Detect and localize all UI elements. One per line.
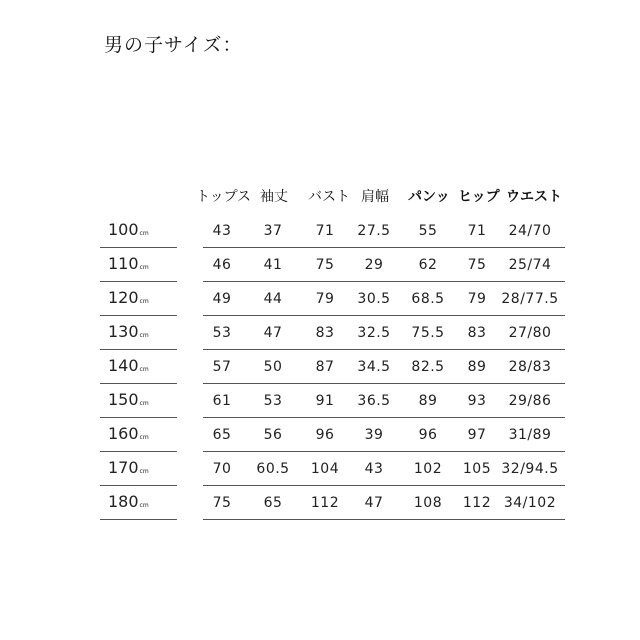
- cell-tops: 43: [212, 223, 232, 239]
- cell-waist: 34/102: [503, 495, 557, 511]
- table-row: [0, 282, 640, 316]
- cell-hip: 112: [462, 495, 492, 511]
- size-label: [108, 288, 149, 307]
- cell-hip: 93: [467, 393, 487, 409]
- cell-hip: 105: [462, 461, 492, 477]
- size-value: 170: [108, 458, 139, 477]
- table-row: [0, 486, 640, 520]
- cell-sleeve-length: 44: [263, 291, 283, 307]
- cell-pants: 55: [418, 223, 438, 239]
- cell-waist: 27/80: [508, 325, 552, 341]
- header-hip: ヒップ: [458, 189, 500, 205]
- cell-pants: 96: [418, 427, 438, 443]
- cell-sleeve-length: 65: [263, 495, 283, 511]
- cell-pants: 75.5: [411, 325, 445, 341]
- table-row: [0, 214, 640, 248]
- size-label: [108, 424, 149, 443]
- cell-sleeve-length: 47: [263, 325, 283, 341]
- cell-shoulder-width: 34.5: [357, 359, 391, 375]
- cell-hip: 79: [467, 291, 487, 307]
- size-value: 160: [108, 424, 139, 443]
- size-value: 150: [108, 390, 139, 409]
- size-unit: cm: [139, 502, 149, 509]
- cell-hip: 97: [467, 427, 487, 443]
- cell-sleeve-length: 41: [263, 257, 283, 273]
- cell-shoulder-width: 32.5: [357, 325, 391, 341]
- cell-tops: 46: [212, 257, 232, 273]
- cell-pants: 82.5: [411, 359, 445, 375]
- page-title: 男の子サイズ：: [104, 34, 243, 56]
- header-waist: ウエスト: [506, 189, 562, 205]
- cell-tops: 57: [212, 359, 232, 375]
- cell-tops: 53: [212, 325, 232, 341]
- cell-sleeve-length: 37: [263, 223, 283, 239]
- size-value: 110: [108, 254, 139, 273]
- cell-hip: 71: [467, 223, 487, 239]
- size-label: [108, 322, 149, 341]
- cell-shoulder-width: 29: [364, 257, 384, 273]
- cell-tops: 49: [212, 291, 232, 307]
- cell-bust: 79: [315, 291, 335, 307]
- cell-tops: 70: [212, 461, 232, 477]
- cell-waist: 24/70: [508, 223, 552, 239]
- cell-shoulder-width: 36.5: [357, 393, 391, 409]
- cell-pants: 108: [413, 495, 443, 511]
- header-bust: バスト: [308, 189, 350, 205]
- table-row: [0, 316, 640, 350]
- cell-waist: 31/89: [508, 427, 552, 443]
- cell-hip: 89: [467, 359, 487, 375]
- cell-waist: 28/77.5: [501, 291, 559, 307]
- size-unit: cm: [139, 434, 149, 441]
- cell-waist: 32/94.5: [501, 461, 559, 477]
- header-shoulder-width: 肩幅: [361, 189, 389, 205]
- header-tops: トップス: [196, 189, 252, 205]
- cell-waist: 29/86: [508, 393, 552, 409]
- cell-pants: 102: [413, 461, 443, 477]
- cell-bust: 71: [315, 223, 335, 239]
- size-unit: cm: [139, 230, 149, 237]
- cell-hip: 83: [467, 325, 487, 341]
- cell-bust: 91: [315, 393, 335, 409]
- table-row: [0, 350, 640, 384]
- cell-tops: 65: [212, 427, 232, 443]
- cell-hip: 75: [467, 257, 487, 273]
- cell-bust: 96: [315, 427, 335, 443]
- cell-sleeve-length: 56: [263, 427, 283, 443]
- size-value: 140: [108, 356, 139, 375]
- size-value: 180: [108, 492, 139, 511]
- size-unit: cm: [139, 298, 149, 305]
- size-value: 130: [108, 322, 139, 341]
- table-row: [0, 418, 640, 452]
- size-label: [108, 254, 149, 273]
- table-row: [0, 248, 640, 282]
- cell-waist: 28/83: [508, 359, 552, 375]
- size-label: [108, 220, 149, 239]
- size-value: 120: [108, 288, 139, 307]
- cell-pants: 89: [418, 393, 438, 409]
- cell-sleeve-length: 50: [263, 359, 283, 375]
- cell-sleeve-length: 60.5: [256, 461, 290, 477]
- size-unit: cm: [139, 400, 149, 407]
- size-label: [108, 458, 149, 477]
- cell-shoulder-width: 30.5: [357, 291, 391, 307]
- cell-pants: 62: [418, 257, 438, 273]
- size-label: [108, 492, 149, 511]
- header-pants: パンッ: [408, 189, 450, 205]
- size-unit: cm: [139, 468, 149, 475]
- table-header-row: [0, 186, 640, 210]
- size-label: [108, 390, 149, 409]
- cell-bust: 83: [315, 325, 335, 341]
- cell-pants: 68.5: [411, 291, 445, 307]
- cell-shoulder-width: 43: [364, 461, 384, 477]
- size-unit: cm: [139, 264, 149, 271]
- cell-sleeve-length: 53: [263, 393, 283, 409]
- size-divider: [100, 519, 177, 520]
- cell-bust: 112: [310, 495, 340, 511]
- cell-bust: 75: [315, 257, 335, 273]
- cell-bust: 87: [315, 359, 335, 375]
- size-unit: cm: [139, 332, 149, 339]
- cell-tops: 75: [212, 495, 232, 511]
- cell-shoulder-width: 47: [364, 495, 384, 511]
- cell-shoulder-width: 39: [364, 427, 384, 443]
- cell-waist: 25/74: [508, 257, 552, 273]
- header-sleeve-length: 袖丈: [260, 189, 288, 205]
- table-row: [0, 384, 640, 418]
- size-label: [108, 356, 149, 375]
- cell-bust: 104: [310, 461, 340, 477]
- row-divider: [203, 519, 565, 520]
- size-unit: cm: [139, 366, 149, 373]
- size-value: 100: [108, 220, 139, 239]
- cell-tops: 61: [212, 393, 232, 409]
- cell-shoulder-width: 27.5: [357, 223, 391, 239]
- table-row: [0, 452, 640, 486]
